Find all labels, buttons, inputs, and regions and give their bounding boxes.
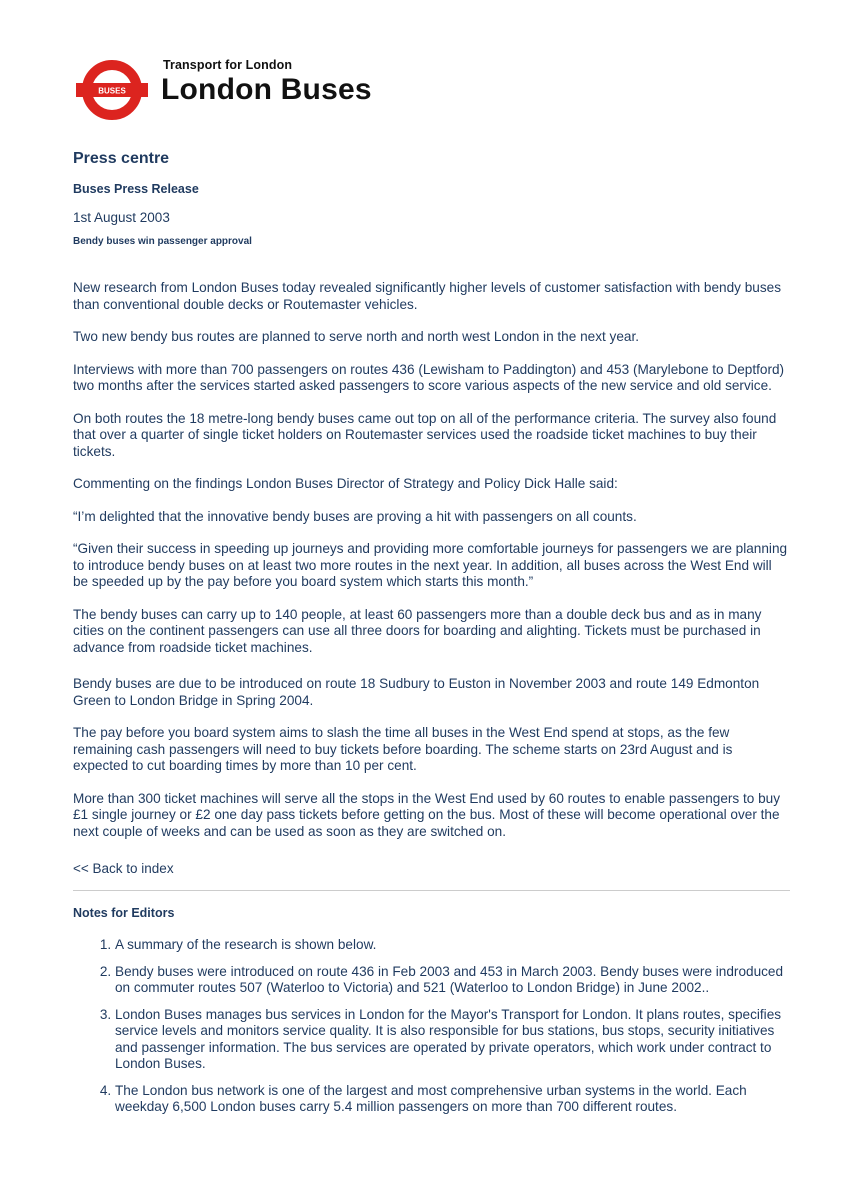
body-paragraph: Bendy buses are due to be introduced on route 18 Sudbury to Euston in November 2003 and route 149 Edmonton Green to London Bridge in Spring 2004. [73, 676, 760, 708]
body-paragraph: “Given their success in speeding up journeys and providing more comfortable journeys for passengers we are planning to introduce bendy buses on at least two more routes in the next year. In addition, all buses across the West End will be speeded up by the pay before you board system which starts this month.” [73, 541, 788, 589]
page-title: Press centre [73, 150, 170, 167]
body-paragraph: The pay before you board system aims to slash the time all buses in the West End spend at stops, as the few remaining cash passengers will need to buy tickets before boarding. The scheme starts on 23rd August and is expected to cut boarding times by more than 10 per cent. [73, 725, 733, 773]
roundel-icon [73, 59, 151, 121]
brand-name: London Buses [161, 73, 372, 106]
body-paragraph: The bendy buses can carry up to 140 people, at least 60 passengers more than a double deck bus and as in many cities on the continent passengers can use all three doors for boarding and alighting. Tickets must be purchased in advance from roadside ticket machines. [73, 606, 762, 655]
release-body [73, 280, 790, 856]
note-item: 1. A summary of the research is shown below. [115, 937, 790, 954]
back-to-index-link[interactable]: << Back to index [73, 861, 174, 876]
release-date: 1st August 2003 [73, 210, 170, 225]
body-paragraph: Commenting on the findings London Buses Director of Strategy and Policy Dick Halle said: [73, 476, 618, 491]
org-name: Transport for London [163, 58, 293, 72]
body-paragraph: Two new bendy bus routes are planned to serve north and north west London in the next year. [73, 329, 640, 344]
body-paragraph: More than 300 ticket machines will serve all the stops in the West End used by 60 routes to enable passengers to buy £1 single journey or £2 one day pass tickets before getting on the bus. Most of these will become operational over the next couple of weeks and can be used as soon as they are switched on. [73, 790, 781, 839]
london-buses-logo[interactable] [73, 55, 383, 125]
notes-list [73, 937, 790, 1126]
body-paragraph: New research from London Buses today revealed significantly higher levels of customer satisfaction with bendy buses than conventional double decks or Routemaster vehicles. [73, 280, 781, 312]
note-item: 4. The London bus network is one of the largest and most comprehensive urban systems in the world. Each weekday 6,500 London buses carry 5.4 million passengers on more than 700 different routes. [115, 1083, 790, 1116]
notes-heading: Notes for Editors [73, 906, 175, 920]
release-headline: Bendy buses win passenger approval [73, 236, 252, 247]
body-paragraph: On both routes the 18 metre-long bendy buses came out top on all of the performance criteria. The survey also found that over a quarter of single ticket holders on Routemaster services used the roadside ticket machines to buy their tickets. [73, 410, 777, 459]
release-type: Buses Press Release [73, 182, 199, 196]
roundel-text: BUSES [98, 86, 126, 96]
note-item: 2. Bendy buses were introduced on route 436 in Feb 2003 and 453 in March 2003. Bendy buses were indroduced on commuter routes 507 (Waterloo to Victoria) and 521 (Waterloo to London Bridge) in June 2002.. [115, 964, 790, 997]
divider [73, 890, 790, 891]
body-paragraph: “I’m delighted that the innovative bendy buses are proving a hit with passengers on all counts. [73, 508, 637, 524]
body-paragraph: Interviews with more than 700 passengers on routes 436 (Lewisham to Paddington) and 453 (Marylebone to Deptford) two months after the services started asked passengers to score various aspects of the new service and old service. [73, 361, 785, 393]
note-item: 3. London Buses manages bus services in London for the Mayor's Transport for London. It plans routes, specifies service levels and monitors service quality. It is also responsible for bus stations, bus stops, security initiatives and passenger information. The bus services are operated by private operators, which work under contract to London Buses. [115, 1007, 790, 1073]
